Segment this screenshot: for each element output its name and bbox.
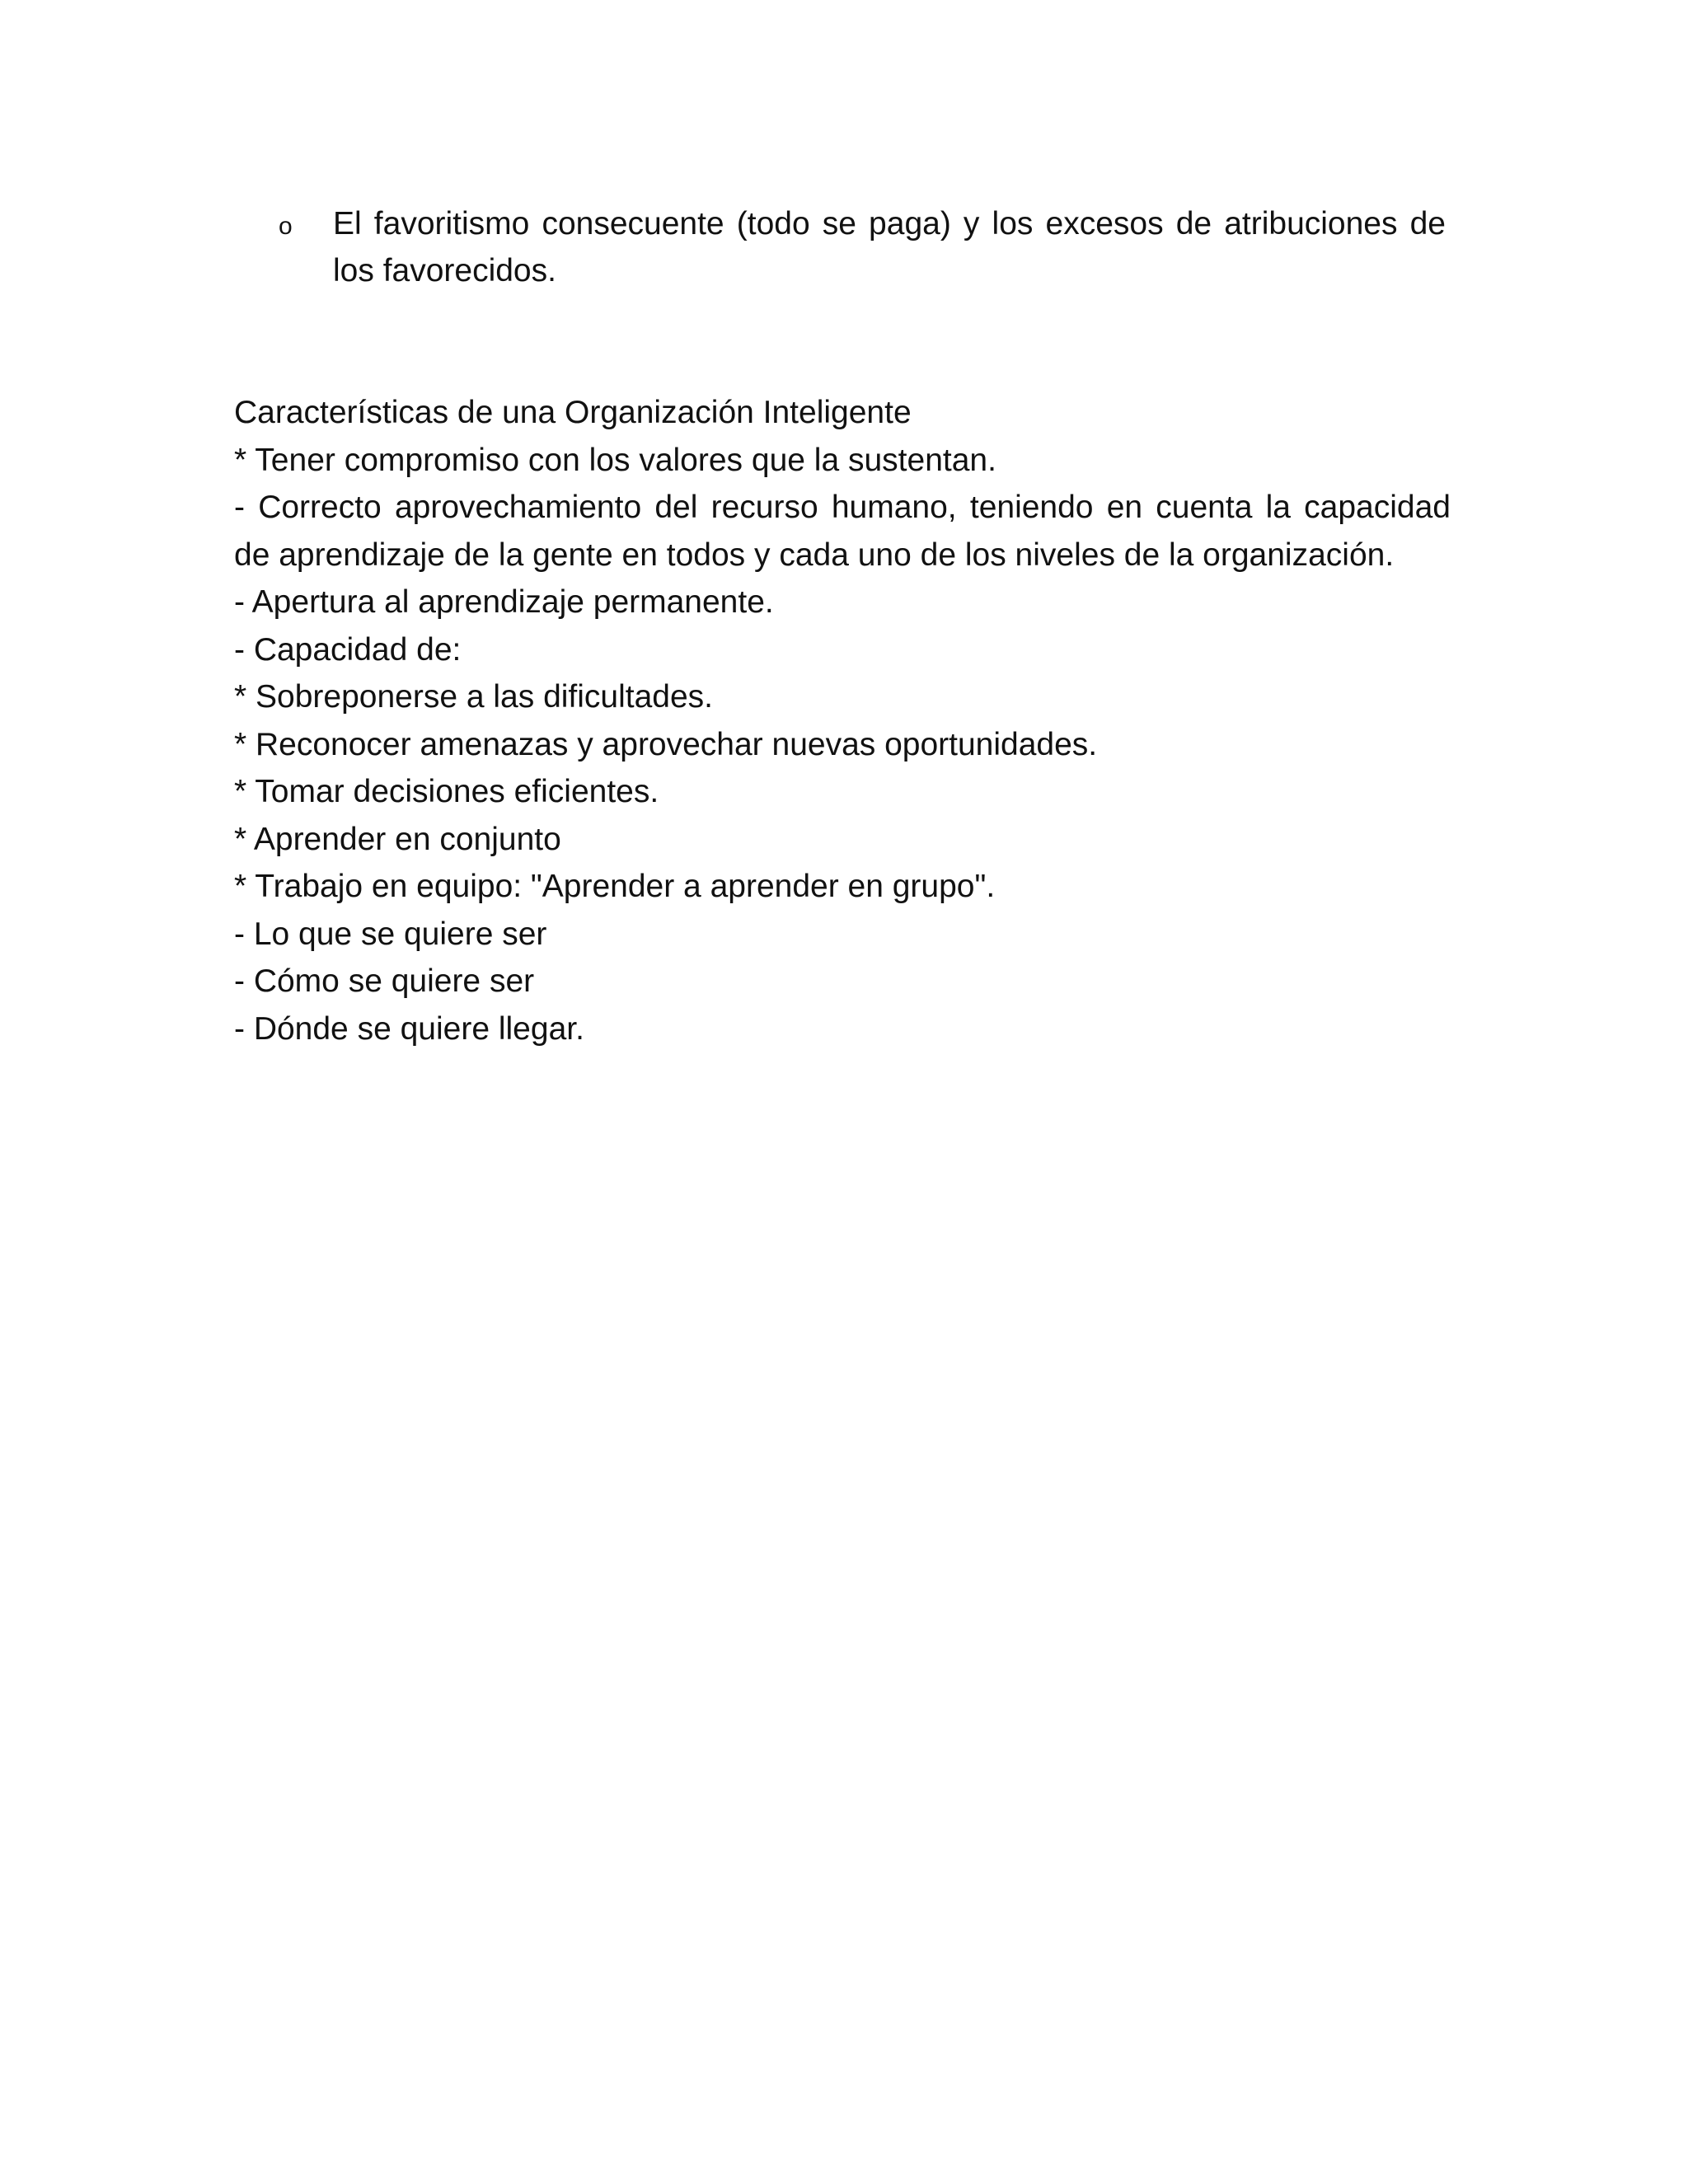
- paragraph-line: * Tener compromiso con los valores que la sustentan.: [234, 442, 996, 478]
- paragraph-line: * Reconocer amenazas y aprovechar nuevas oportunidades.: [234, 726, 1098, 762]
- paragraph-line: * Aprender en conjunto: [234, 821, 561, 857]
- paragraph-line: - Correcto aprovechamiento del recurso humano, teniendo en cuenta la capacidad de aprendizaje de la gente en todos y cada uno de los niveles de la organización.: [234, 490, 1451, 573]
- section-heading: Características de una Organización Inteligente: [234, 395, 912, 430]
- paragraph-line: - Lo que se quiere ser: [234, 916, 547, 952]
- paragraph-line: - Cómo se quiere ser: [234, 963, 535, 999]
- bullet-text: El favoritismo consecuente (todo se paga) y los excesos de atribuciones de los favorecidos.: [333, 206, 1446, 288]
- paragraph-line: - Apertura al aprendizaje permanente.: [234, 584, 774, 620]
- paragraph-line: - Dónde se quiere llegar.: [234, 1010, 584, 1047]
- paragraph-line: * Sobreponerse a las dificultades.: [234, 679, 714, 715]
- section-body: [234, 389, 1451, 1052]
- paragraph-line: * Tomar decisiones eficientes.: [234, 774, 659, 809]
- paragraph-line: - Capacidad de:: [234, 631, 462, 668]
- circle-bullet-icon: o: [279, 213, 293, 240]
- paragraph-line: * Trabajo en equipo: "Aprender a aprender en grupo".: [234, 869, 996, 904]
